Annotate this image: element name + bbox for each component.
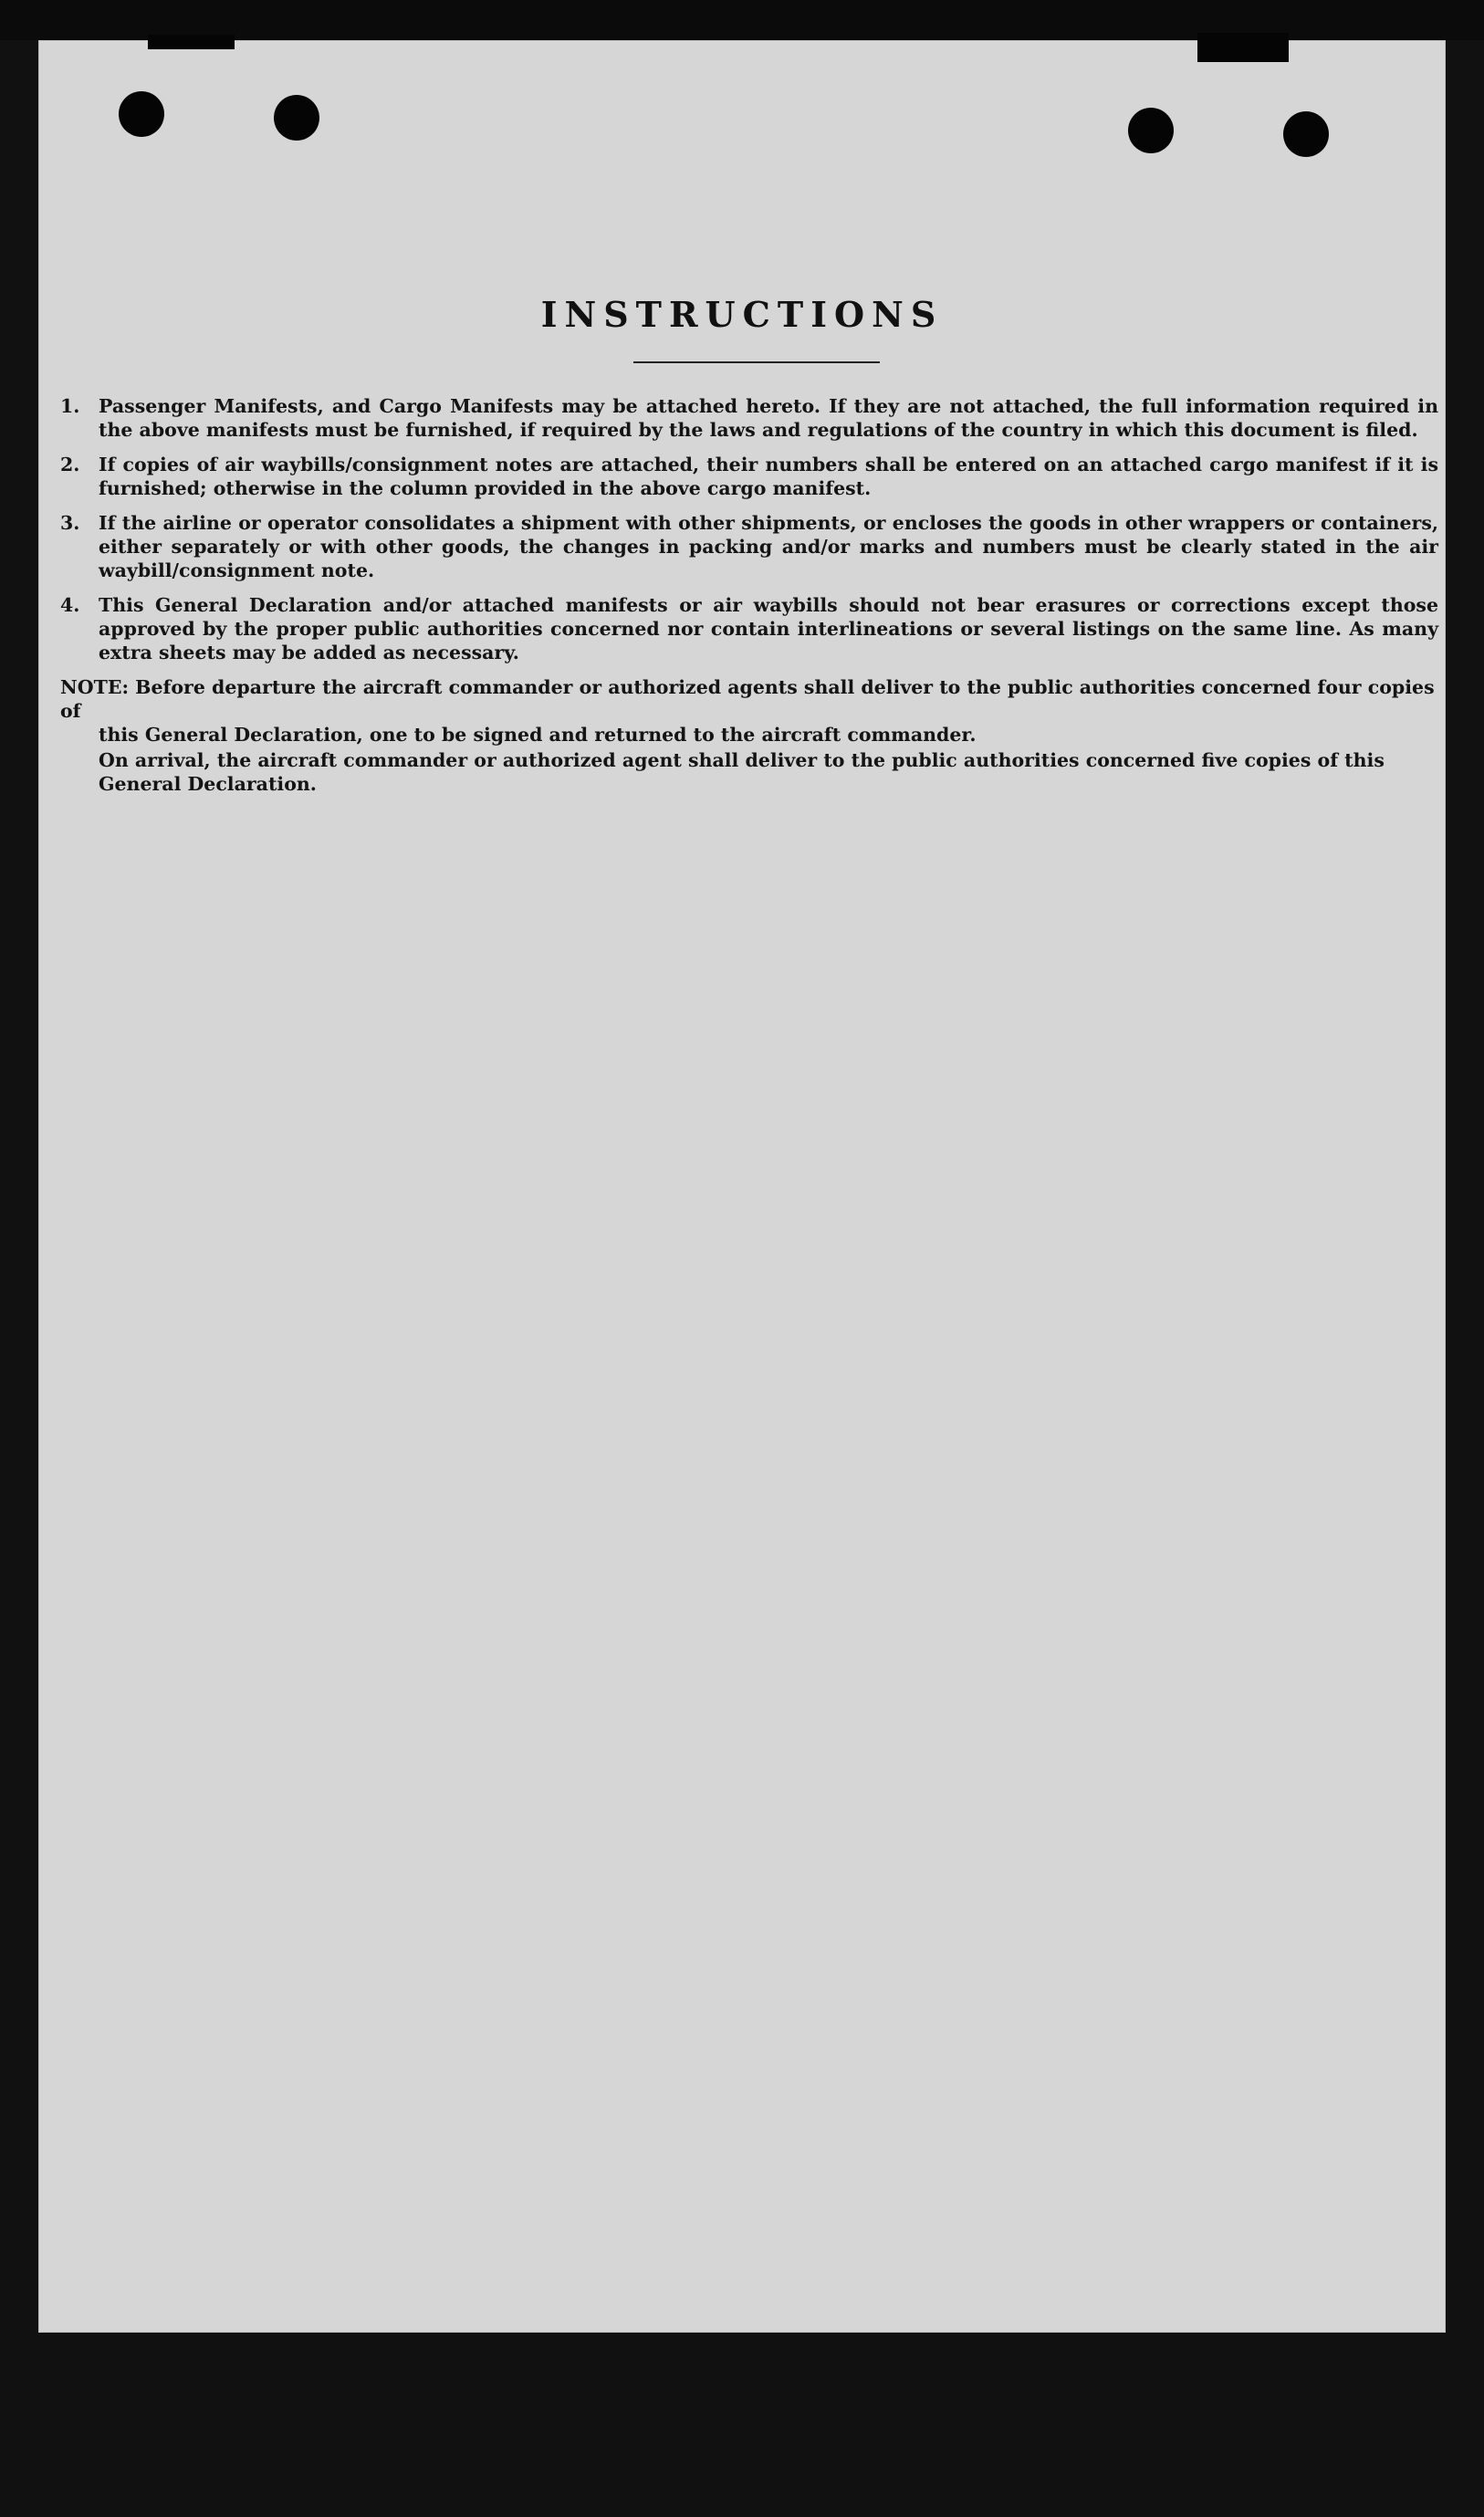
top-right-tab — [1197, 33, 1289, 62]
punch-hole-left-1 — [119, 91, 164, 137]
note-section — [60, 675, 1438, 796]
page-title: INSTRUCTIONS — [540, 294, 944, 335]
instruction-text: If the airline or operator consolidates a shipment with other shipments, or encloses the goods in other wrappers or containers, either separately or with other goods, the changes in packing and/or marks and numbers must be clearly stated in the air waybill/consignment note. — [99, 512, 1438, 581]
instructions-list — [60, 394, 1438, 796]
punch-hole-right-1 — [1128, 108, 1174, 153]
instruction-number: 1. — [60, 395, 80, 417]
instruction-number: 4. — [60, 594, 80, 616]
note-line-1: NOTE: Before departure the aircraft commander or authorized agents shall deliver to the public authorities concerned four copies of — [60, 676, 1435, 722]
instruction-item — [60, 394, 1438, 442]
instruction-text: If copies of air waybills/consignment notes are attached, their numbers shall be entered on an attached cargo manifest if it is furnished; otherwise in the column provided in the above cargo manifest. — [99, 454, 1438, 499]
title-underline — [633, 361, 880, 363]
punch-hole-right-2 — [1283, 111, 1329, 157]
top-left-tab — [148, 35, 235, 49]
instruction-text: Passenger Manifests, and Cargo Manifests may be attached hereto. If they are not attached, the full information required in the above manifests must be furnished, if required by the laws and regulations of the country in which this document is filed. — [99, 395, 1438, 441]
instruction-text: This General Declaration and/or attached manifests or air waybills should not bear erasures or corrections except those approved by the proper public authorities concerned nor contain interlineations or several listings on the same line. As many extra sheets may be added as necessary. — [99, 594, 1438, 663]
instruction-number: 3. — [60, 512, 80, 534]
punch-hole-left-2 — [274, 95, 319, 141]
note-line-2: this General Declaration, one to be signed and returned to the aircraft commander. — [99, 724, 977, 746]
instruction-number: 2. — [60, 454, 80, 475]
instruction-item — [60, 593, 1438, 664]
instruction-item — [60, 511, 1438, 582]
arrival-note: On arrival, the aircraft commander or authorized agent shall deliver to the public authorities concerned five copies of this General Declaration. — [99, 749, 1385, 795]
document-page — [38, 40, 1446, 2333]
instruction-item — [60, 453, 1438, 500]
